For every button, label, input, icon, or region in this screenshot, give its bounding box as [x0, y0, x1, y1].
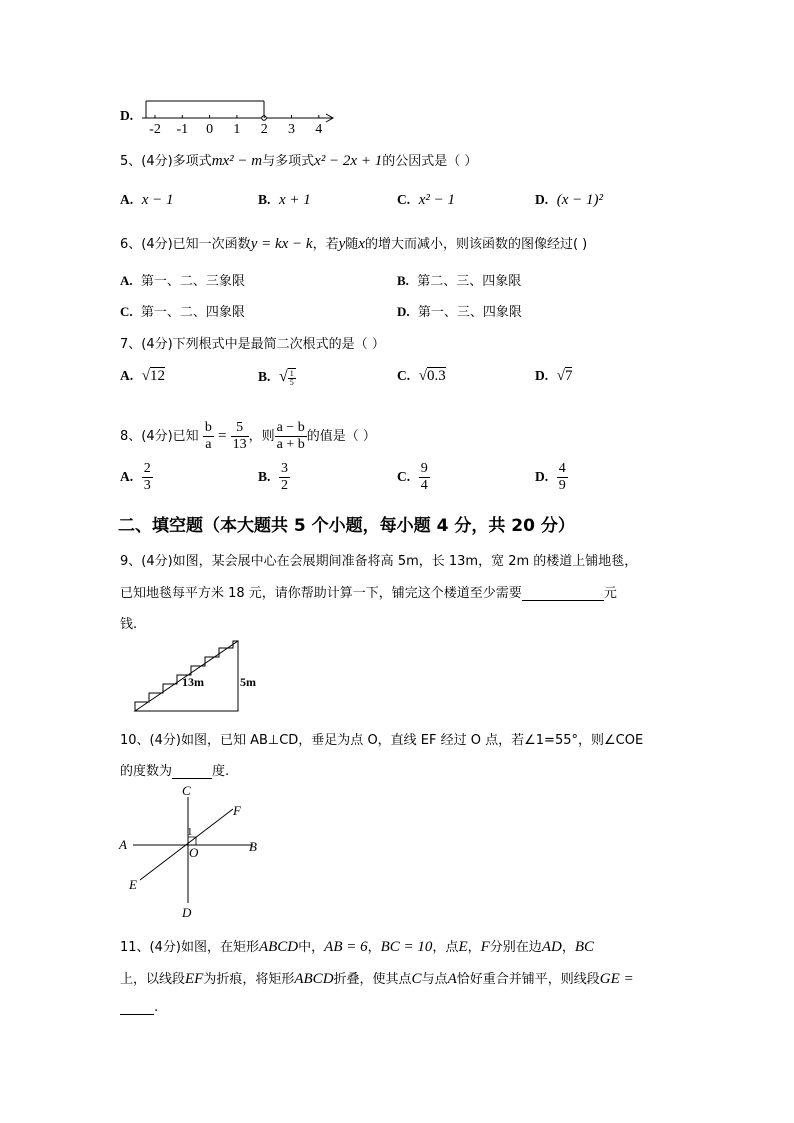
q11-l2d: 与点: [421, 972, 448, 987]
q11-l2v1: EF: [185, 971, 204, 987]
q6-prefix: 6、(4分)已知一次函数: [120, 237, 251, 252]
q8-option-b-num: 3: [280, 461, 288, 476]
q5-option-d-text: (x − 1)²: [556, 192, 603, 208]
q11-v1: ABCD: [258, 939, 299, 955]
q7-option-b-label: B.: [258, 369, 271, 385]
q10-line2b: 度.: [212, 764, 230, 779]
q8-option-c-frac: [419, 461, 430, 494]
q11-answer-blank[interactable]: [120, 1000, 154, 1015]
q11-l2v2: ABCD: [294, 971, 334, 987]
q7-option-b[interactable]: [258, 368, 296, 387]
q6-option-b[interactable]: [397, 270, 521, 289]
q6-option-d-text: 第一、三、四象限: [417, 305, 522, 320]
q7-option-b-num: 1: [289, 369, 294, 378]
q8-option-a-frac: [142, 461, 153, 494]
q11-v4: E: [458, 939, 468, 955]
q7-option-d-label: D.: [535, 368, 549, 383]
q8-f3-den: a + b: [276, 437, 305, 452]
section-2-title: 二、填空题（本大题共 5 个小题，每小题 4 分，共 20 分）: [118, 516, 575, 536]
q5-option-c-text: x² − 1: [418, 192, 455, 208]
q8-option-d-den: 9: [558, 478, 566, 493]
q11-line1: [120, 936, 594, 956]
q4-tick-label: 3: [288, 122, 295, 136]
q8-option-d[interactable]: [535, 461, 568, 494]
q10-figure: [115, 785, 275, 925]
q8-suffix: 的值是（ ）: [306, 429, 376, 444]
q7-stem: 7、(4分)下列根式中是最简二次根式的是（ ）: [120, 337, 385, 352]
q6-var-y: y: [338, 236, 346, 252]
q10-label-e: E: [129, 877, 137, 892]
q6-option-b-text: 第二、三、四象限: [417, 274, 522, 289]
q6-option-c-label: C.: [120, 304, 133, 319]
q10-label-c: C: [182, 785, 191, 798]
q4-tick-label: 0: [206, 122, 214, 136]
q7-option-c-label: C.: [397, 368, 411, 383]
q7-option-d[interactable]: [535, 368, 572, 385]
q5-option-b[interactable]: [258, 192, 311, 209]
q11-p5: ，: [467, 940, 481, 955]
q10-label-a: A: [119, 837, 127, 852]
q8-f2-num: 5: [231, 420, 249, 437]
q11-p7: ，: [561, 940, 575, 955]
q5-option-b-text: x + 1: [278, 192, 311, 208]
q11-line3: [120, 1000, 158, 1015]
q5-mid: 与多项式: [262, 154, 315, 169]
q7-option-a-label: A.: [120, 368, 134, 383]
q9-answer-blank[interactable]: [522, 586, 604, 601]
q8-option-b-label: B.: [258, 469, 271, 484]
q11-v6: AD: [541, 939, 562, 955]
q8-frac-target: [275, 420, 307, 453]
q6-mid2: 随: [345, 237, 359, 252]
q9-label-5m: 5m: [240, 675, 256, 689]
q8-stem: [120, 420, 376, 453]
q8-option-d-num: 4: [558, 461, 566, 476]
q10-line2a: 的度数为: [120, 764, 173, 779]
q9-staircase-figure: [130, 636, 270, 716]
q11-p4: ，点: [432, 940, 459, 955]
q8-option-c-den: 4: [420, 478, 428, 493]
q7-option-a[interactable]: [120, 368, 165, 385]
q8-option-a-num: 2: [143, 461, 151, 476]
q10-label-b: B: [249, 839, 257, 854]
q7-option-c-radicand: 0.3: [426, 368, 446, 384]
q8-option-a-den: 3: [143, 478, 151, 493]
q11-p3: ，: [367, 940, 381, 955]
q11-v2: AB = 6: [324, 939, 368, 955]
q5-option-d-label: D.: [535, 192, 549, 207]
q11-l2v3: C: [411, 971, 422, 987]
q11-p2: 中，: [298, 940, 325, 955]
q4-tick-label: -2: [149, 122, 161, 136]
q7-option-d-radicand: 7: [564, 368, 573, 384]
q9-line2: [120, 582, 617, 601]
q6-suffix: 的增大而减小，则该函数的图像经过( ): [364, 237, 588, 252]
q11-v7: BC: [574, 939, 594, 955]
q8-f1-den: a: [205, 437, 212, 452]
q9-label-13m: 13m: [182, 675, 204, 689]
q4-tick-label: 4: [315, 122, 323, 136]
q8-frac-5-13: [231, 420, 249, 453]
q11-l2b: 为折痕，将矩形: [203, 972, 295, 987]
q5-expr1: mx² − m: [211, 153, 263, 169]
q8-option-a[interactable]: [120, 461, 153, 494]
q6-option-a-text: 第一、二、三象限: [140, 274, 245, 289]
q10-line1: 10、(4分)如图，已知 AB⊥CD，垂足为点 O，直线 EF 经过 O 点，若∠1=55°，则∠COE: [120, 733, 644, 748]
q6-option-b-label: B.: [397, 273, 409, 288]
q6-var-x: x: [358, 236, 365, 252]
q8-frac-b-over-a: [203, 420, 214, 453]
q11-l3: .: [154, 1000, 159, 1015]
q9-line2a: 已知地毯每平方米 18 元，请你帮助计算一下，铺完这个楼道至少需要: [120, 586, 522, 601]
q7-option-c-radical: √0.3: [418, 368, 446, 384]
q8-f1-num: b: [204, 420, 212, 435]
q9-line2b: 元: [603, 586, 617, 601]
q6-option-c-text: 第一、二、四象限: [140, 305, 245, 320]
q7-option-b-den: 5: [289, 378, 294, 387]
q5-expr2: x² − 2x + 1: [314, 153, 383, 169]
q4-number-line: [138, 92, 338, 136]
q4-option-d-label: D.: [120, 108, 134, 123]
q11-p1: 11、(4分)如图，在矩形: [120, 940, 259, 955]
q8-mid: ，则: [248, 429, 275, 444]
q11-l2a: 上，以线段: [120, 972, 186, 987]
q5-stem: [120, 150, 477, 170]
q5-prefix: 5、(4分)多项式: [120, 154, 212, 169]
q4-tick-label: 2: [260, 122, 268, 136]
q9-line1: 9、(4分)如图，某会展中心在会展期间准备将高 5m，长 13m，宽 2m 的楼道上铺地毯，: [120, 554, 638, 569]
q10-answer-blank[interactable]: [172, 764, 212, 779]
q6-option-a[interactable]: [120, 270, 245, 289]
q11-v3: BC = 10: [380, 939, 433, 955]
q5-option-a[interactable]: [120, 192, 174, 209]
q7-option-b-frac: [288, 368, 296, 387]
q6-expr: y = kx − k: [250, 236, 313, 252]
q7-option-c[interactable]: [397, 368, 446, 385]
q10-label-angle-1: 1: [187, 826, 193, 838]
q10-label-o: O: [189, 845, 199, 860]
q8-option-d-frac: [557, 461, 568, 494]
q6-mid1: ，若: [312, 237, 339, 252]
q8-option-d-label: D.: [535, 469, 549, 484]
q11-v5: F: [480, 939, 490, 955]
q5-option-a-label: A.: [120, 192, 134, 207]
q7-option-d-radical: √7: [556, 368, 573, 384]
q10-line2: [120, 760, 229, 779]
q8-option-c[interactable]: [397, 461, 430, 494]
q8-option-b-frac: [279, 461, 290, 494]
q11-l2v5: GE =: [599, 971, 634, 987]
q8-option-c-num: 9: [420, 461, 428, 476]
q8-option-c-label: C.: [397, 469, 411, 484]
q8-eq: =: [217, 428, 227, 444]
q5-suffix: 的公因式是（ ）: [382, 154, 478, 169]
q6-option-d-label: D.: [397, 304, 410, 319]
q5-option-b-label: B.: [258, 192, 271, 207]
q7-option-a-radical: √12: [141, 368, 165, 384]
q8-prefix: 8、(4分)已知: [120, 429, 199, 444]
q10-label-f: F: [233, 803, 241, 818]
q7-option-b-radical: √ $\frac{1}{5}$: [278, 368, 294, 387]
q4-tick-label: 1: [233, 122, 241, 136]
q5-option-a-text: x − 1: [141, 192, 174, 208]
q11-l2v4: A: [447, 971, 457, 987]
q8-option-b[interactable]: [258, 461, 290, 494]
q4-tick-label: -1: [176, 122, 189, 136]
q8-option-b-den: 2: [280, 478, 288, 493]
q5-option-d[interactable]: [535, 192, 603, 209]
q11-line2: [120, 968, 634, 988]
q5-option-c-label: C.: [397, 192, 411, 207]
q6-option-d[interactable]: [397, 301, 522, 320]
q7-option-a-radicand: 12: [149, 368, 165, 384]
q10-label-d: D: [182, 905, 192, 920]
q11-p6: 分别在边: [489, 940, 542, 955]
q11-l2c: 折叠，使其点: [333, 972, 412, 987]
q6-option-a-label: A.: [120, 273, 133, 288]
q11-l2e: 恰好重合并铺平，则线段: [456, 972, 600, 987]
q6-stem: [120, 233, 587, 253]
q6-option-c[interactable]: [120, 301, 245, 320]
q8-option-a-label: A.: [120, 469, 134, 484]
q5-option-c[interactable]: [397, 192, 455, 209]
q8-f3-num: a − b: [276, 420, 305, 435]
q8-f2-den: 13: [232, 437, 247, 452]
q9-line3: 钱.: [120, 617, 138, 632]
